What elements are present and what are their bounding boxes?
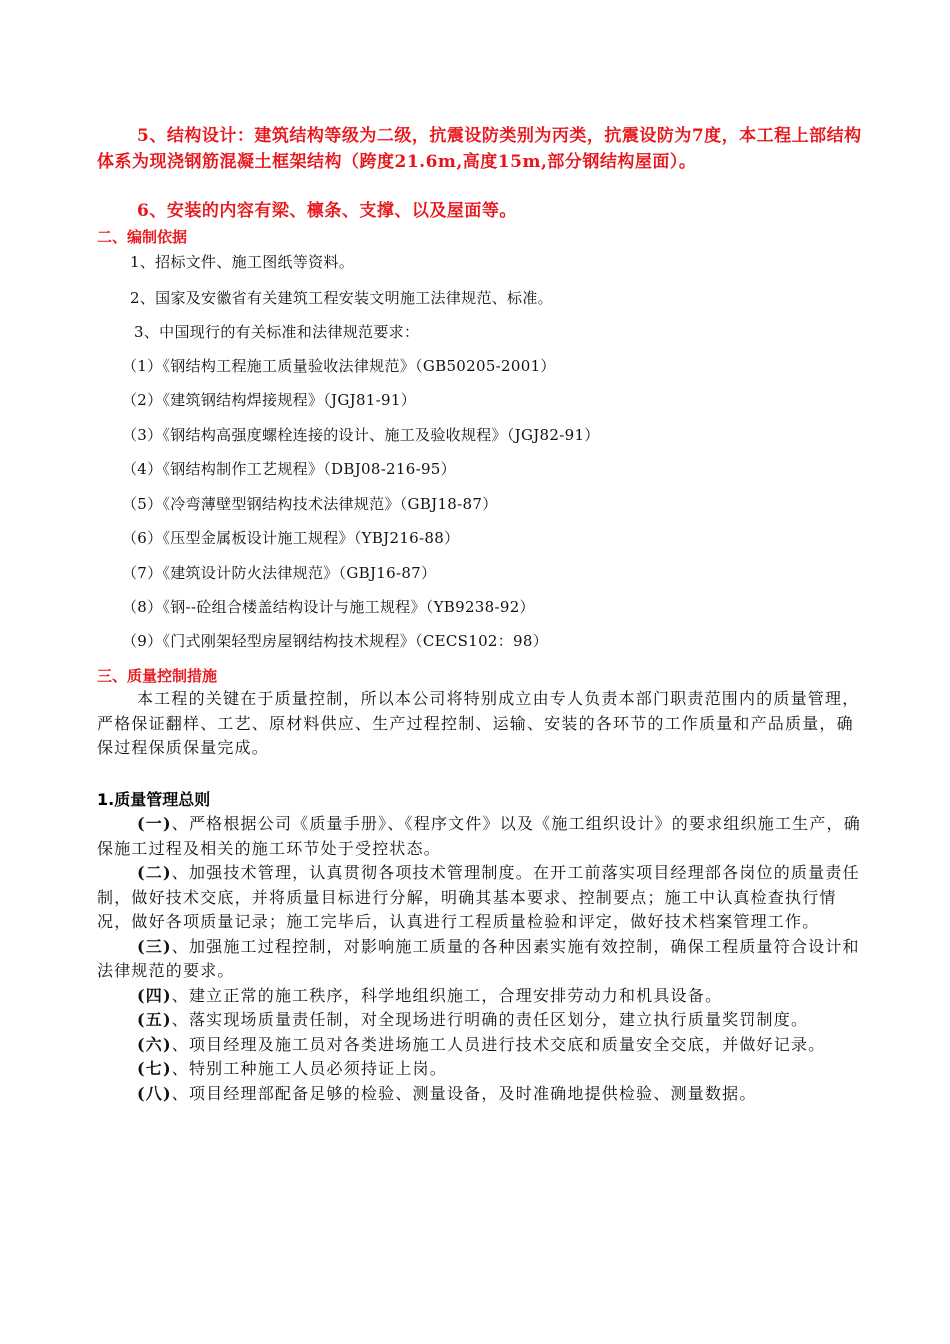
quality-rules xyxy=(97,812,867,1106)
rule-number: (一) xyxy=(137,814,172,833)
rule-paragraph xyxy=(97,1008,867,1033)
rule-text: 、严格根据公司《质量手册》、《程序文件》以及《施工组织设计》的要求组织施工生产，确保施工过程及相关的施工环节处于受控状态。 xyxy=(97,814,861,858)
rule-text: 、落实现场质量责任制，对全现场进行明确的责任区划分，建立执行质量奖罚制度。 xyxy=(171,1010,809,1029)
rule-number: (七) xyxy=(137,1059,172,1078)
rule-paragraph xyxy=(97,935,867,984)
reference-item: （7）《建筑设计防火法律规范》（GBJ16-87） xyxy=(122,564,437,582)
rule-text: 、项目经理及施工员对各类进场施工人员进行技术交底和质量安全交底，并做好记录。 xyxy=(171,1034,826,1054)
rule-text: 、项目经理部配备足够的检验、测量设备，及时准确地提供检验、测量数据。 xyxy=(171,1083,757,1103)
rule-paragraph xyxy=(97,1082,867,1107)
basis-item: 3、中国现行的有关标准和法律规范要求： xyxy=(134,323,420,341)
rule-number: (五) xyxy=(137,1010,172,1029)
rule-number: (三) xyxy=(137,936,172,956)
rule-paragraph xyxy=(97,861,867,935)
reference-item: （8）《钢--砼组合楼盖结构设计与施工规程》（YB9238-92） xyxy=(122,598,535,616)
section-2-title: 二、编制依据 xyxy=(97,228,188,246)
rule-number: (八) xyxy=(137,1083,172,1103)
rule-text: 、特别工种施工人员必须持证上岗。 xyxy=(171,1059,447,1078)
basis-item: 1、招标文件、施工图纸等资料。 xyxy=(130,253,355,271)
rule-paragraph xyxy=(97,812,867,861)
basis-item: 2、国家及安徽省有关建筑工程安装文明施工法律规范、标准。 xyxy=(130,289,553,307)
rule-paragraph xyxy=(97,984,867,1009)
reference-item: （4）《钢结构制作工艺规程》（DBJ08-216-95） xyxy=(122,460,456,478)
overview-item-5: 5、结构设计：建筑结构等级为二级，抗震设防类别为丙类，抗震设防为7度，本工程上部结构体系为现浇钢筋混凝土框架结构（跨度21.6m,高度15m,部分钢结构屋面）。 xyxy=(97,126,862,172)
section-3-title: 三、质量控制措施 xyxy=(97,667,218,685)
rule-paragraph xyxy=(97,1033,867,1058)
rule-number: (六) xyxy=(137,1034,172,1054)
reference-item: （1）《钢结构工程施工质量验收法律规范》（GB50205-2001） xyxy=(122,357,556,375)
reference-item: （2）《建筑钢结构焊接规程》（JGJ81-91） xyxy=(122,391,416,409)
reference-item: （3）《钢结构高强度螺栓连接的设计、施工及验收规程》（JGJ82-91） xyxy=(122,426,600,444)
rule-number: (二) xyxy=(137,863,172,882)
section-3-intro: 本工程的关键在于质量控制，所以本公司将特别成立由专人负责本部门职责范围内的质量管理，严格保证翻样、工艺、原材料供应、生产过程控制、运输、安装的各环节的工作质量和产品质量，确保过程保质保量完成。 xyxy=(97,689,860,757)
rule-number: (四) xyxy=(137,985,172,1005)
rule-text: 、建立正常的施工秩序，科学地组织施工，合理安排劳动力和机具设备。 xyxy=(171,985,723,1005)
rule-text: 、加强施工过程控制，对影响施工质量的各种因素实施有效控制，确保工程质量符合设计和法律规范的要求。 xyxy=(97,936,860,980)
rule-paragraph xyxy=(97,1057,867,1082)
reference-item: （5）《冷弯薄壁型钢结构技术法律规范》（GBJ18-87） xyxy=(122,495,498,513)
overview-item-6: 6、安装的内容有梁、檩条、支撑、以及屋面等。 xyxy=(137,201,517,221)
rule-text: 、加强技术管理，认真贯彻各项技术管理制度。在开工前落实项目经理部各岗位的质量责任制，做好技术交底，并将质量目标进行分解，明确其基本要求、控制要点；施工中认真检查执行情况，做好各项质量记录；施工完毕后，认真进行工程质量检验和评定，做好技术档案管理工作。 xyxy=(97,863,860,931)
reference-item: （6）《压型金属板设计施工规程》（YBJ216-88） xyxy=(122,529,460,547)
reference-item: （9）《门式刚架轻型房屋钢结构技术规程》（CECS102：98） xyxy=(122,632,549,650)
quality-principles-heading: 1.质量管理总则 xyxy=(97,790,211,809)
